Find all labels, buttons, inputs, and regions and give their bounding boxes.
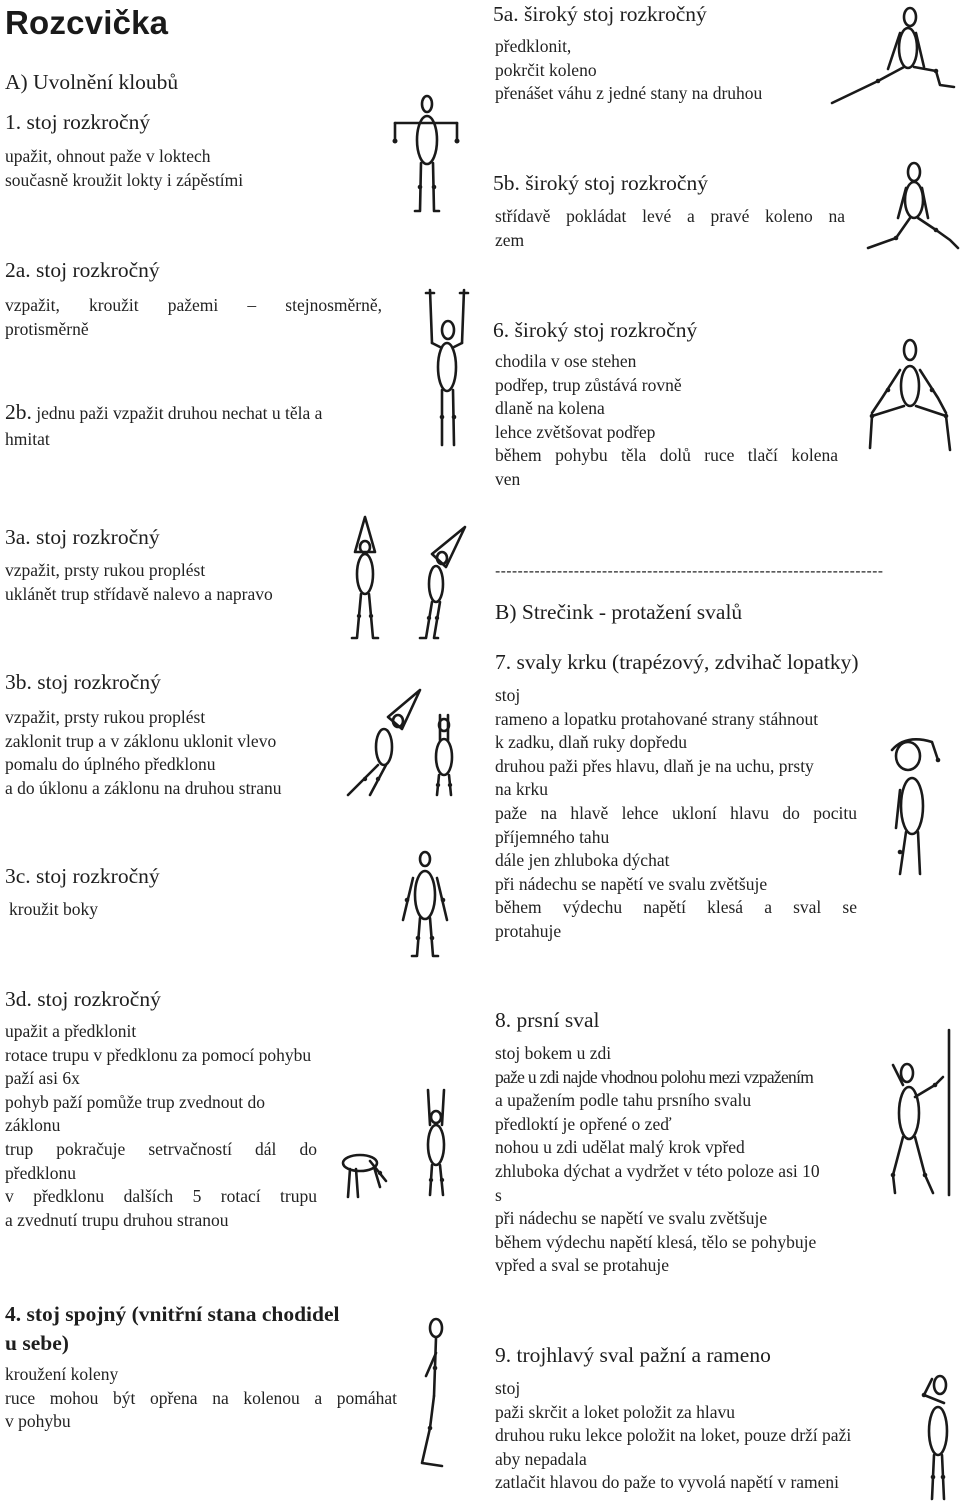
- ex4-stick-figure-illustration: [412, 1318, 462, 1468]
- ex2-stick-figure-illustration: [420, 285, 475, 450]
- ex3c-title: 3c. stoj rozkročný: [5, 864, 160, 888]
- ex7-text: stoj rameno a lopatku protahované strany stáhnout k zadku, dlaň ruky dopředu druhou paži přes hlavu, dlaň je na uchu, prsty na krku paže na hlavě lehce ukloní hlavu do pocitu příjemného tahu dále jen zhluboka dýchat při nádechu se napětí ve svalu zvětšuje během výdechu napětí klesá a sval se protahuje: [495, 685, 857, 941]
- ex9-title: 9. trojhlavý sval pažní a rameno: [495, 1343, 771, 1367]
- ex6-text: chodila v ose stehen podřep, trup zůstává rovně dlaně na kolena lehce zvětšovat podřep během pohybu těla dolů ruce tlačí kolena ven: [495, 351, 838, 489]
- ex4-title: 4. stoj spojný (vnitřní stana chodidel u sebe): [5, 1302, 340, 1355]
- ex9-text: stoj paži skrčit a loket položit za hlavu druhou ruku lekce položit na loket, pouze drží paži aby nepadala zatlačit hlavou do paže to vyvolá napětí v rameni: [495, 1378, 852, 1493]
- ex6-stick-figure-illustration: [860, 338, 960, 456]
- ex8-title: 8. prsní sval: [495, 1008, 600, 1032]
- ex8-text: stoj bokem u zdi paže u zdi najde vhodnou polohu mezi vzpažením a upažením podle tahu prsního svalu předloktí je opřené o zeď nohou u zdi udělat malý krok vpřed zhluboka dýchat a vydržet v této poloze asi 10 s při nádechu se napětí ve svalu zvětšuje během výdechu napětí klesá, tělo se pohybuje vpřed a sval se protahuje: [495, 1043, 820, 1276]
- ex1-text: upažit, ohnout paže v loktech současně kroužit lokty i zápěstími: [5, 146, 244, 190]
- ex3c-stick-figure-illustration: [395, 850, 455, 960]
- ex1-title: 1. stoj rozkročný: [5, 110, 151, 134]
- ex5a-stick-figure-illustration: [830, 3, 960, 103]
- ex7-stick-figure-illustration: [870, 728, 960, 878]
- ex3b-text: vzpažit, prsty rukou proplést zaklonit trup a v záklonu uklonit vlevo pomalu do úplného předklonu a do úklonu a záklonu na druhou stranu: [5, 707, 282, 798]
- ex1-stick-figure-illustration: [385, 95, 465, 215]
- ex5a-title: 5a. široký stoj rozkročný: [493, 2, 707, 26]
- page-title: Rozcvička: [5, 4, 169, 41]
- ex3a-title: 3a. stoj rozkročný: [5, 525, 160, 549]
- ex3a-stick-figures-illustration: [340, 512, 480, 642]
- ex3d-title: 3d. stoj rozkročný: [5, 987, 161, 1011]
- section-a-title: A) Uvolnění kloubů: [5, 70, 179, 94]
- ex2b-text: hmitat: [5, 429, 50, 449]
- ex5b-stick-figure-illustration: [866, 160, 960, 255]
- ex3a-text: vzpažit, prsty rukou proplést uklánět trup střídavě nalevo a napravo: [5, 560, 273, 604]
- section-divider: ---------------------------------------------------------------------: [495, 563, 884, 580]
- ex5b-text: střídavě pokládat levé a pravé koleno na zem: [495, 206, 845, 250]
- ex7-title: 7. svaly krku (trapézový, zdvihač lopatky): [495, 650, 859, 674]
- ex9-stick-figure-illustration: [910, 1375, 960, 1503]
- ex3b-stick-figures-illustration: [340, 685, 470, 800]
- ex4-text: kroužení koleny ruce mohou být opřena na kolenou a pomáhat v pohybu: [5, 1364, 397, 1432]
- ex3d-text: upažit a předklonit rotace trupu v předklonu za pomocí pohybu paží asi 6x pohyb paží pomůže trup zvednout do záklonu trup pokračuje setrvačností dál do předklonu v předklonu dalších 5 rotací trupu a zvednutí trupu druhou stranou: [5, 1021, 317, 1230]
- ex3c-text: kroužit boky: [9, 899, 98, 919]
- section-b-title: B) Strečink - protažení svalů: [495, 600, 743, 624]
- ex2b-title: 2b. jednu paži vzpažit druhou nechat u těla a: [5, 400, 323, 424]
- ex5b-title: 5b. široký stoj rozkročný: [493, 171, 708, 195]
- ex2a-title: 2a. stoj rozkročný: [5, 258, 160, 282]
- ex6-title: 6. široký stoj rozkročný: [493, 318, 698, 342]
- ex2a-text: vzpažit, kroužit pažemi – stejnosměrně, protisměrně: [5, 295, 382, 339]
- ex3d-stick-figures-illustration: [340, 1085, 465, 1200]
- ex8-stick-figure-illustration: [845, 1025, 960, 1200]
- ex5a-text: předklonit, pokrčit koleno přenášet váhu z jedné stany na druhou: [495, 36, 763, 104]
- ex3b-title: 3b. stoj rozkročný: [5, 670, 161, 694]
